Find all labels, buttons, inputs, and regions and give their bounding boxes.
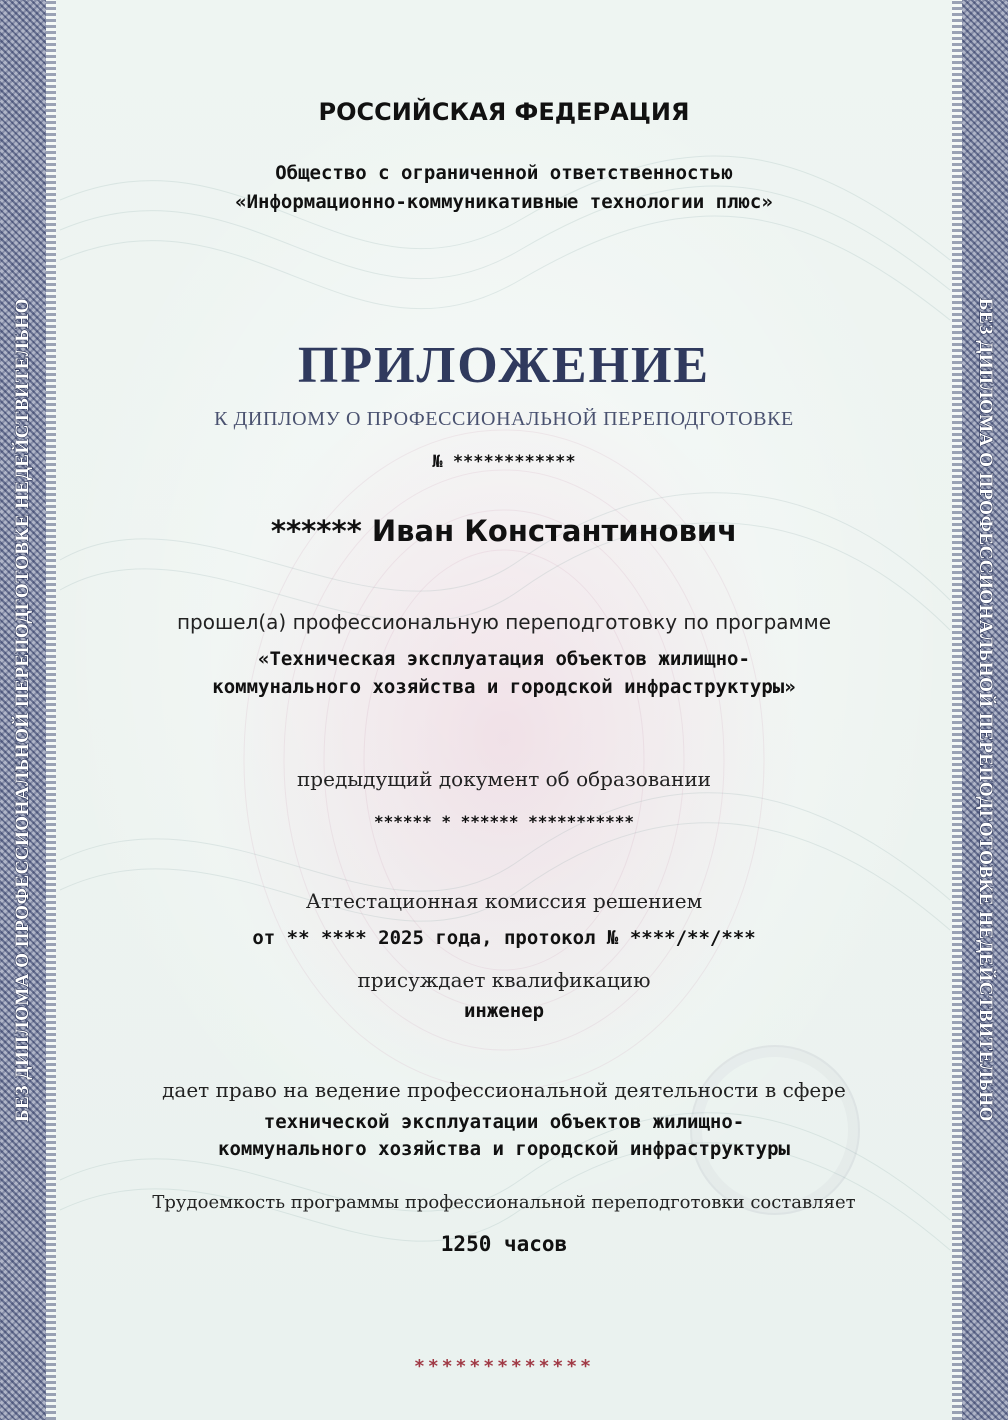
left-border-text: БЕЗ ДИПЛОМА О ПРОФЕССИОНАЛЬНОЙ ПЕРЕПОДГОТОВКЕ НЕДЕЙСТВИТЕЛЬНО (12, 298, 33, 1122)
activity-sphere-line-2: коммунального хозяйства и городской инфраструктуры (218, 1138, 790, 1160)
commission-label: Аттестационная комиссия решением (305, 889, 703, 913)
country-heading: РОССИЙСКАЯ ФЕДЕРАЦИЯ (318, 98, 690, 126)
document-number: № ************ (432, 452, 576, 472)
activity-label: дает право на ведение профессиональной деятельности в сфере (162, 1078, 846, 1102)
previous-education-value: ****** * ****** *********** (373, 812, 635, 831)
program-name-line-1: «Техническая эксплуатация объектов жилищно- (258, 648, 750, 670)
document-subtitle: К ДИПЛОМУ О ПРОФЕССИОНАЛЬНОЙ ПЕРЕПОДГОТОВКЕ (214, 408, 794, 430)
organization-line-2: «Информационно-коммуникативные технологии плюс» (235, 191, 773, 213)
labor-intensity-label: Трудоемкость программы профессиональной переподготовки составляет (152, 1192, 856, 1213)
document-title: ПРИЛОЖЕНИЕ (297, 337, 711, 394)
program-name-line-2: коммунального хозяйства и городской инфраструктуры» (212, 676, 796, 698)
organization-line-1: Общество с ограниченной ответственностью (275, 162, 733, 184)
qualification-value: инженер (463, 1000, 545, 1022)
labor-intensity-value: 1250 часов (440, 1232, 568, 1256)
activity-sphere-line-1: технической эксплуатации объектов жилищно- (263, 1111, 745, 1133)
serial-number: ************* (414, 1356, 594, 1377)
right-border-text: БЕЗ ДИПЛОМА О ПРОФЕССИОНАЛЬНОЙ ПЕРЕПОДГОТОВКЕ НЕДЕЙСТВИТЕЛЬНО (975, 298, 996, 1122)
program-passed-text: прошел(а) профессиональную переподготовку по программе (176, 610, 832, 634)
qualification-label: присуждает квалификацию (357, 968, 651, 992)
commission-decision: от ** **** 2025 года, протокол № ****/**/*** (252, 927, 756, 949)
holder-name: ****** Иван Константинович (270, 514, 738, 548)
previous-education-label: предыдущий документ об образовании (296, 767, 712, 791)
